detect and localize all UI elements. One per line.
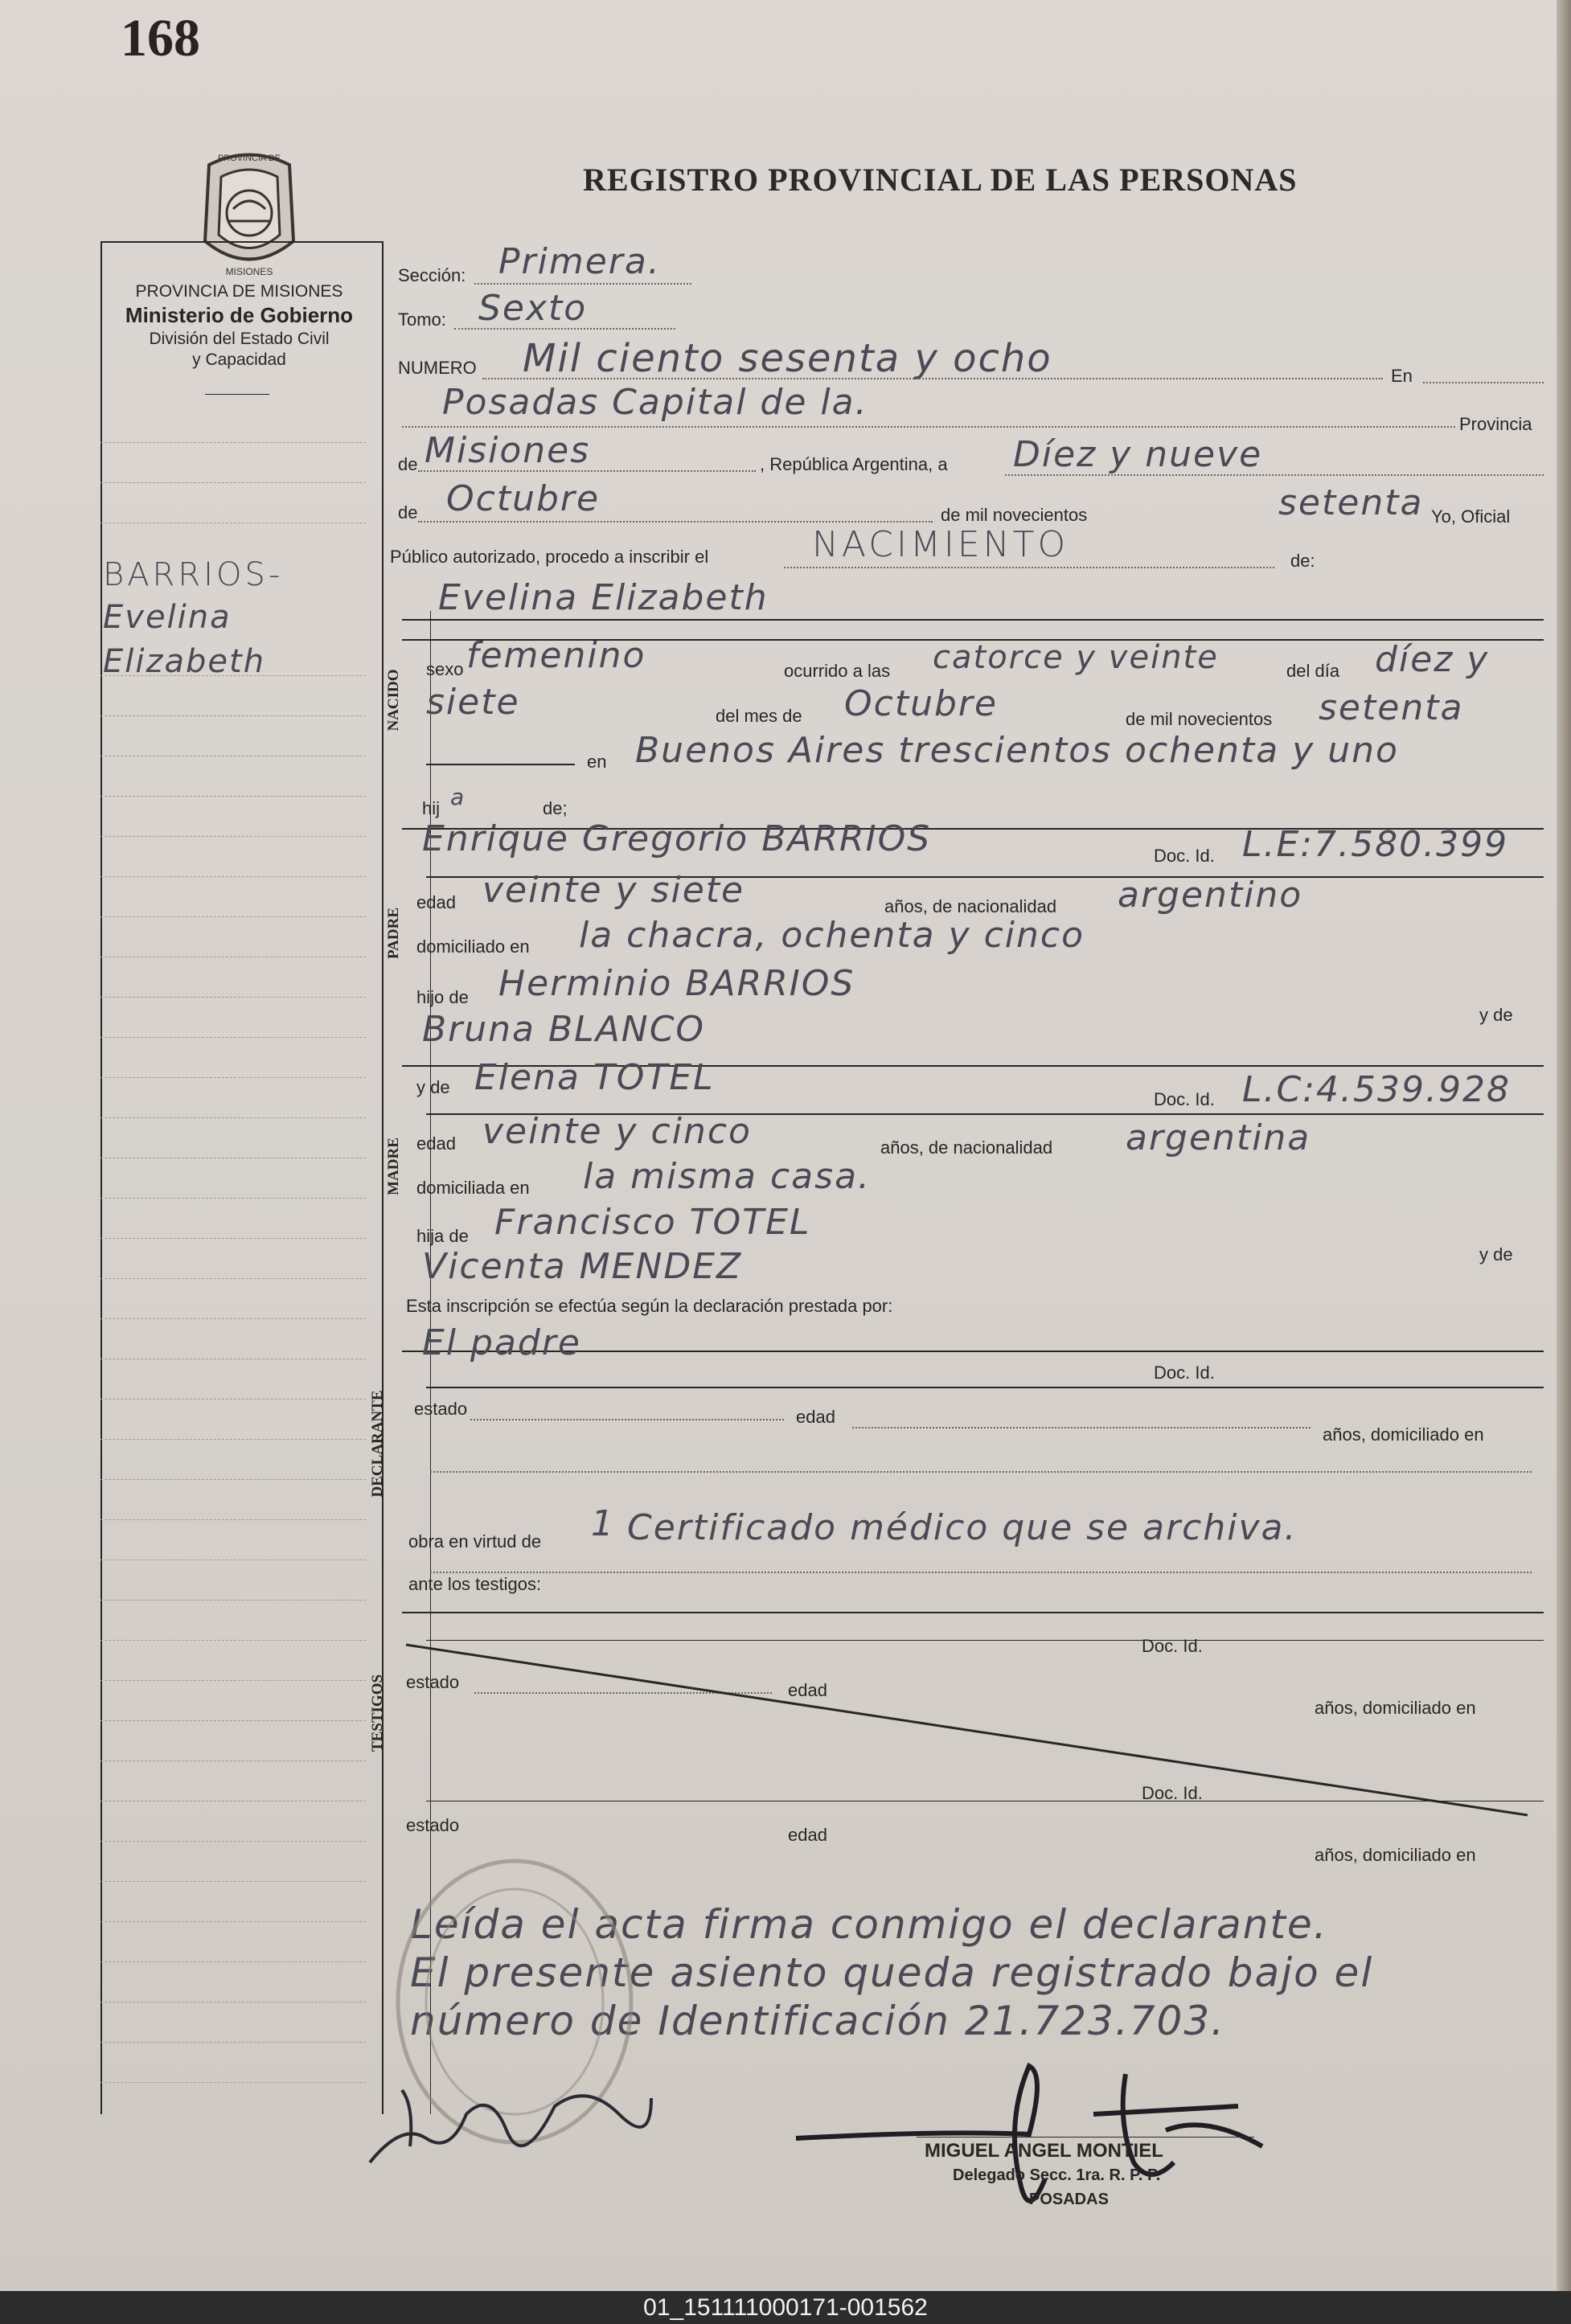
sexo-value: femenino (466, 635, 646, 676)
fill-line (1005, 474, 1544, 476)
testigo1-edad-label: edad (788, 1680, 827, 1700)
closing-line-1: Leída el acta firma conmigo el declarante. (410, 1901, 1328, 1948)
padre-hijo-label: hijo de (416, 987, 469, 1007)
page-number: 168 (121, 9, 200, 68)
inscripcion-label: Esta inscripción se efectúa según la declaración prestada por: (406, 1296, 893, 1316)
madre-hija-label: hija de (416, 1226, 469, 1246)
dia-nac-value-2: siete (426, 682, 520, 723)
margin-rule (100, 1519, 366, 1520)
testigo2-doc-label: Doc. Id. (1142, 1783, 1203, 1803)
fill-line (852, 1427, 1311, 1428)
testigo2-estado-label: estado (406, 1815, 460, 1835)
ministry-rule (205, 394, 269, 395)
margin-rule (100, 1077, 366, 1078)
document-title: REGISTRO PROVINCIAL DE LAS PERSONAS (583, 162, 1298, 198)
margin-rule (100, 715, 366, 716)
province-seal (185, 145, 314, 281)
testigo1-estado-label: estado (406, 1672, 460, 1692)
margin-rule (100, 1117, 366, 1118)
margin-rule (100, 876, 366, 877)
madre-nac-label: años, de nacionalidad (880, 1137, 1053, 1158)
section-madre: MADRE (385, 1137, 402, 1195)
margin-rule (100, 2042, 366, 2043)
hora-value: catorce y veinte (933, 639, 1219, 676)
madre-hija-value-1: Francisco TOTEL (494, 1202, 811, 1243)
margin-rule (100, 1921, 366, 1922)
fill-line (470, 1419, 784, 1420)
ministry-province: PROVINCIA DE MISIONES (135, 282, 343, 301)
madre-dom-label: domiciliada en (416, 1178, 530, 1198)
declarant-signature (354, 2058, 659, 2178)
ministry-capacity: y Capacidad (192, 350, 286, 369)
fill-line (454, 328, 675, 330)
del-mes-label: del mes de (716, 706, 802, 726)
declarante-anos-label: años, domiciliado en (1323, 1424, 1484, 1445)
fill-line (418, 521, 933, 523)
seal-top-text: PROVINCIA DE (217, 154, 281, 163)
padre-doc-value: L.E:7.580.399 (1242, 824, 1509, 865)
margin-rule (100, 442, 366, 443)
seccion-value: Primera. (498, 241, 661, 282)
de-label: de (398, 454, 418, 474)
madre-nac-value: argentina (1126, 1117, 1311, 1158)
stamp-role: Delegado Secc. 1ra. R. P. P. (953, 2166, 1161, 2184)
padre-nac-value: argentino (1118, 875, 1303, 916)
del-dia-label: del día (1286, 661, 1340, 681)
padre-doc-label: Doc. Id. (1154, 846, 1215, 866)
madre-nombre-value: Elena TOTEL (474, 1057, 715, 1098)
sexo-label: sexo (426, 659, 464, 679)
padre-hijo-value-1: Herminio BARRIOS (498, 963, 855, 1004)
acto-value: NACIMIENTO (812, 524, 1069, 565)
tomo-label: Tomo: (398, 309, 446, 330)
frame-top-line (100, 241, 382, 243)
fill-line (430, 1572, 1532, 1573)
fill-line (418, 470, 756, 472)
dia-nac-value-1: díez y (1375, 639, 1490, 680)
madre-edad-label: edad (416, 1133, 456, 1154)
margin-note-name1: Evelina (103, 599, 232, 636)
fill-line (482, 378, 1383, 379)
margin-rule (100, 1881, 366, 1882)
margin-rule (100, 482, 366, 483)
provincia-value: Misiones (425, 430, 591, 471)
publico-label: Público autorizado, procedo a inscribir el (390, 547, 709, 567)
padre-edad-label: edad (416, 892, 456, 912)
dia-value: Díez y nueve (1013, 434, 1263, 475)
section-testigos: TESTIGOS (369, 1674, 386, 1752)
margin-rule (100, 836, 366, 837)
lugar-value: Posadas Capital de la. (442, 382, 868, 423)
de-label-2: de (398, 502, 418, 523)
margin-rule (100, 796, 366, 797)
margin-rule (100, 1439, 366, 1440)
margin-note-surname: BARRIOS- (103, 556, 284, 593)
frame-mid-line (382, 241, 384, 2114)
en-lower-label: en (587, 752, 607, 772)
seal-bottom-text: MISIONES (225, 266, 273, 277)
obra-label: obra en virtud de (408, 1531, 542, 1551)
ante-label: ante los testigos: (408, 1574, 542, 1594)
section-nacido: NACIDO (385, 669, 402, 732)
numero-value: Mil ciento sesenta y ocho (523, 336, 1052, 381)
ocurrido-label: ocurrido a las (784, 661, 891, 681)
declarante-line (426, 1387, 1544, 1388)
anio-value: setenta (1278, 482, 1424, 523)
margin-note-name2: Elizabeth (103, 643, 266, 680)
hij-label: hij (422, 798, 441, 818)
fill-line (430, 1471, 1532, 1473)
declarante-doc-label: Doc. Id. (1154, 1363, 1215, 1383)
declarante-value: El padre (422, 1322, 581, 1363)
yo-oficial-label: Yo, Oficial (1431, 506, 1511, 527)
tomo-value: Sexto (478, 288, 588, 329)
closing-line-3: número de Identificación 21.723.703. (410, 1998, 1226, 2044)
fill-line (474, 283, 691, 285)
testigos-top-line (402, 1612, 1544, 1613)
anio-nac-value: setenta (1319, 687, 1464, 728)
ministry-division: División del Estado Civil (149, 329, 330, 348)
margin-rule (100, 2082, 366, 2083)
padre-y-de-label: y de (1479, 1005, 1513, 1025)
margin-rule (100, 1680, 366, 1681)
padre-nac-label: años, de nacionalidad (884, 896, 1057, 916)
nombre-value: Evelina Elizabeth (438, 577, 769, 618)
seccion-label: Sección: (398, 265, 466, 285)
margin-rule (100, 1479, 366, 1480)
madre-dom-value: la misma casa. (583, 1156, 872, 1197)
testigo2-anos-label: años, domiciliado en (1315, 1845, 1476, 1865)
lugar-nac-value: Buenos Aires trescientos ochenta y uno (635, 730, 1399, 771)
margin-rule (100, 1961, 366, 1962)
nacido-top-line (402, 619, 1544, 621)
obra-value: Certificado médico que se archiva. (627, 1507, 1298, 1548)
margin-rule (100, 997, 366, 998)
section-padre: PADRE (385, 907, 402, 960)
stamp-rule (917, 2137, 1254, 2138)
margin-rule (100, 1600, 366, 1601)
section-declarante: DECLARANTE (369, 1390, 386, 1498)
margin-rule (100, 1198, 366, 1199)
padre-edad-value: veinte y siete (482, 870, 745, 911)
de-semi-label: de; (543, 798, 568, 818)
margin-rule (100, 1841, 366, 1842)
madre-hija-value-2: Vicenta MENDEZ (422, 1246, 743, 1287)
margin-rule (100, 916, 366, 917)
testigo1-doc-label: Doc. Id. (1142, 1636, 1203, 1656)
margin-rule (100, 1640, 366, 1641)
padre-nombre-value: Enrique Gregorio BARRIOS (422, 818, 932, 859)
madre-y-de-label-2: y de (1479, 1244, 1513, 1264)
madre-y-de-label: y de (416, 1077, 450, 1097)
stamp-name: MIGUEL ANGEL MONTIEL (925, 2140, 1163, 2162)
provincia-label: Provincia (1459, 414, 1532, 434)
madre-doc-value: L.C:4.539.928 (1242, 1069, 1511, 1110)
padre-hijo-value-2: Bruna BLANCO (422, 1009, 706, 1050)
madre-edad-value: veinte y cinco (482, 1111, 752, 1152)
mes-value: Octubre (446, 478, 601, 519)
madre-doc-label: Doc. Id. (1154, 1089, 1215, 1109)
margin-rule (100, 1318, 366, 1319)
de-colon-label: de: (1290, 551, 1315, 571)
margin-rule (100, 1720, 366, 1721)
en-label: En (1391, 366, 1413, 386)
ministry-block (100, 281, 378, 371)
padre-dom-value: la chacra, ochenta y cinco (579, 915, 1085, 956)
obra-num-value: 1 (591, 1503, 615, 1544)
file-id-caption: 01_151111000171-001562 (0, 2291, 1571, 2324)
stamp-place: POSADAS (1029, 2191, 1109, 2208)
republica-label: , República Argentina, a (760, 454, 948, 474)
padre-dom-label: domiciliado en (416, 937, 530, 957)
testigo2-edad-label: edad (788, 1825, 827, 1845)
margin-rule (100, 1278, 366, 1279)
page-edge (1557, 0, 1571, 2291)
fill-line (784, 567, 1274, 568)
blank-line (426, 764, 575, 765)
hij-suffix: a (450, 784, 466, 810)
closing-line-2: El presente asiento queda registrado bajo el (410, 1949, 1374, 1996)
fill-line (1423, 382, 1544, 383)
numero-label: NUMERO (398, 358, 477, 378)
testigos-strikeout (406, 1640, 1532, 1817)
novecientos-nac-label: de mil novecientos (1126, 709, 1273, 729)
fill-line (402, 426, 1455, 428)
testigo1-anos-label: años, domiciliado en (1315, 1698, 1476, 1718)
declarante-estado-label: estado (414, 1399, 468, 1419)
margin-rule (100, 1238, 366, 1239)
declarante-edad-label: edad (796, 1407, 835, 1427)
novecientos-label: de mil novecientos (941, 505, 1088, 525)
margin-rule (100, 1399, 366, 1400)
margin-rule (100, 1760, 366, 1761)
ministry-name: Ministerio de Gobierno (125, 303, 354, 328)
mes-nac-value: Octubre (844, 683, 999, 724)
margin-rule (100, 1037, 366, 1038)
